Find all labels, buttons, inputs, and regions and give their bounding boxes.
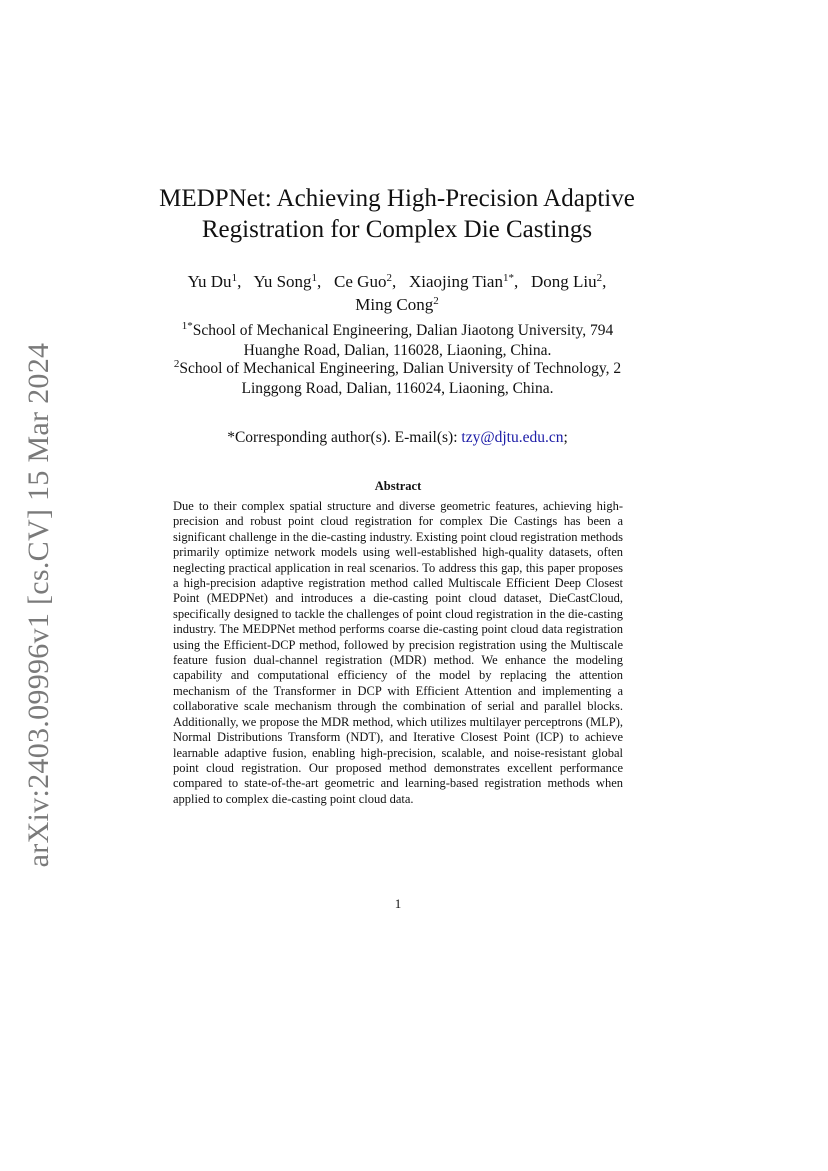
- abstract-heading: Abstract: [374, 479, 422, 493]
- paper-title: [140, 183, 654, 245]
- author-separator: ,: [602, 272, 607, 291]
- author-name: Ce Guo: [334, 272, 387, 291]
- paper-title-line-2: Registration for Complex Die Castings: [201, 216, 593, 243]
- paper-title-line-1: MEDPNet: Achieving High-Precision Adaptive: [159, 185, 635, 212]
- affiliation-marker: 1*: [181, 320, 193, 332]
- arxiv-identifier: [14, 342, 64, 868]
- affiliation-marker: 2: [173, 358, 180, 370]
- author-name: Ming Cong: [355, 295, 434, 314]
- author-affiliation-mark: 2: [596, 272, 603, 284]
- author-affiliation-mark: 1: [311, 272, 318, 284]
- email-link[interactable]: tzy@djtu.edu.cn: [461, 429, 564, 446]
- author: [355, 295, 438, 314]
- corresponding-author: [150, 428, 645, 448]
- author-separator: ,: [237, 272, 250, 291]
- author-separator: ,: [391, 272, 405, 291]
- author-affiliation-mark: 2: [433, 295, 439, 307]
- page-number: 1: [394, 896, 402, 911]
- author-name: Dong Liu: [530, 272, 597, 291]
- author-separator: ,: [317, 272, 330, 291]
- author-affiliation-mark: 2: [386, 272, 392, 284]
- arxiv-identifier-text: arXiv:2403.09996v1 [cs.CV] 15 Mar 2024: [22, 342, 55, 868]
- author: [334, 272, 405, 291]
- corresponding-suffix: ;: [563, 429, 568, 446]
- author-separator: ,: [513, 272, 527, 291]
- author-affiliation-mark: 1: [231, 272, 238, 284]
- author: [409, 272, 527, 291]
- author: [531, 272, 606, 291]
- affiliation-line-2: Huanghe Road, Dalian, 116028, Liaoning, China.: [243, 342, 552, 359]
- affiliation: [150, 359, 645, 399]
- author-affiliation-mark: 1*: [502, 272, 514, 284]
- abstract-text: Due to their complex spatial structure and diverse geometric features, achieving high-precision and robust point cloud registration for complex Die Castings has been a significant challenge in the die-casting industry. Existing point cloud registration methods primarily optimize network models using well-established high-quality datasets, often neglecting practical application in real scenarios. To address this gap, this paper proposes a high-precision adaptive registration method called Multiscale Efficient Deep Closest Point (MEDPNet) and introduces a die-casting point cloud dataset, DieCastCloud, specifically designed to tackle the challenges of point cloud registration in the die-casting industry. The MEDPNet method performs coarse die-casting point cloud data registration using the Efficient-DCP method, followed by precision registration using the Multiscale feature fusion dual-channel registration (MDR) method. We enhance the modeling capability and computational efficiency of the model by replacing the attention mechanism of the Transformer in DCP with Efficient Attention and implementing a collaborative scale mechanism through the combination of serial and parallel blocks. Additionally, we propose the MDR method, which utilizes multilayer perceptrons (MLP), Normal Distributions Transform (NDT), and Iterative Closest Point (ICP) to achieve learnable adaptive fusion, enabling high-precision, scalable, and noise-resistant global point cloud registration. Our proposed method demonstrates excellent performance compared to state-of-the-art geometric and learning-based registration methods when applied to complex die-casting point cloud data.: [173, 499, 623, 806]
- corresponding-prefix: *Corresponding author(s). E-mail(s):: [227, 429, 462, 446]
- affiliation-line-2: Linggong Road, Dalian, 116024, Liaoning, China.: [241, 380, 554, 397]
- author-name: Yu Song: [253, 272, 312, 291]
- affiliation-line-1: School of Mechanical Engineering, Dalian University of Technology, 2: [179, 360, 622, 377]
- affiliation: [150, 321, 645, 361]
- author-name: Yu Du: [187, 272, 232, 291]
- author: [188, 272, 250, 291]
- author-name: Xiaojing Tian: [408, 272, 503, 291]
- author: [253, 272, 329, 291]
- affiliation-line-1: School of Mechanical Engineering, Dalian Jiaotong University, 794: [192, 322, 614, 339]
- author-list: [160, 270, 634, 316]
